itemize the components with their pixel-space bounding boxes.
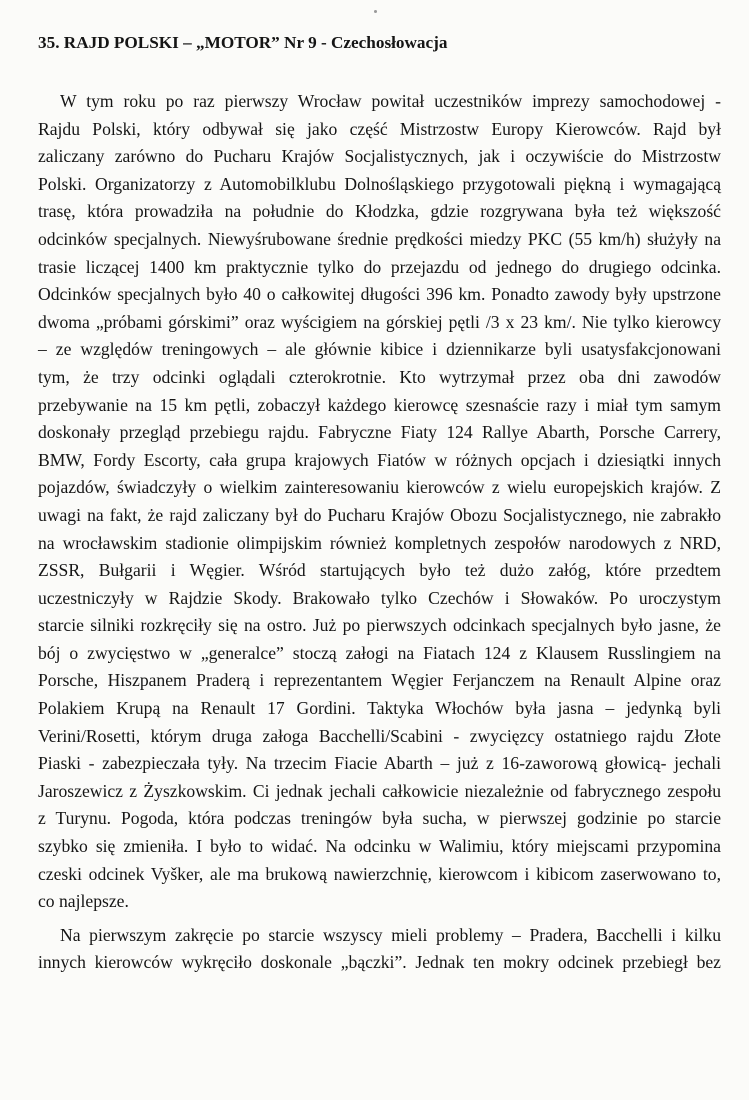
text-line: Verini/Rosetti, którym druga załoga Bacchelli/Scabini - zwycięzcy ostatniego rajdu Złote: [38, 725, 721, 746]
text-line: co najlepsze.: [38, 891, 129, 912]
text-line: dwoma „próbami górskimi” oraz wyścigiem na górskiej pętli /3 x 23 km/. Nie tylko kierowcy: [38, 311, 721, 332]
text-line: czeski odcinek Vyšker, ale ma brukową nawierzchnię, kierowcom i kibicom zaserwowano to,: [38, 863, 721, 884]
text-line: Odcinków specjalnych było 40 o całkowitej długości 396 km. Ponadto zawody były upstrzone: [38, 284, 721, 305]
text-line: Jaroszewicz z Żyszkowskim. Ci jednak jechali całkowicie niezależnie od fabrycznego zespołu: [38, 780, 721, 801]
text-line: ZSSR, Bułgarii i Węgier. Wśród startujących było też dużo załóg, które przedtem: [38, 560, 721, 581]
text-line: Polakiem Krupą na Renault 17 Gordini. Taktyka Włochów była jasna – jedynką byli: [38, 698, 721, 719]
text-line: Rajdu Polski, który odbywał się jako część Mistrzostw Europy Kierowców. Rajd był: [38, 118, 721, 139]
text-line: doskonały przegląd przebiegu rajdu. Fabryczne Fiaty 124 Rallye Abarth, Porsche Carrery,: [38, 422, 721, 443]
text-line: trasę, która prowadziła na południe do Kłodzka, gdzie rozgrywana była też większość: [38, 201, 721, 222]
paragraph-1: [38, 88, 721, 916]
text-line: BMW, Fordy Escorty, cała grupa krajowych Fiatów w różnych opcjach i dziesiątki innych: [38, 449, 721, 470]
text-line: bój o zwycięstwo w „generalce” stoczą załogi na Fiatach 124 z Klausem Russlingiem na: [38, 642, 721, 663]
text-line: Polski. Organizatorzy z Automobilklubu Dolnośląskiego przygotowali piękną i wymagającą: [38, 173, 721, 194]
text-line: Na pierwszym zakręcie po starcie wszyscy mieli problemy – Pradera, Bacchelli i kilku: [60, 924, 721, 945]
text-line: uczestniczyły w Rajdzie Skody. Brakowało tylko Czechów i Słowaków. Po uroczystym: [38, 587, 721, 608]
text-line: – ze względów treningowych – ale głównie kibice i dziennikarze byli usatysfakcjonowani: [38, 339, 721, 360]
scan-speck: [374, 10, 377, 13]
text-line: uwagi na fakt, że rajd zaliczany był do Pucharu Krajów Obozu Socjalistycznego, nie zabrakło: [38, 504, 721, 525]
text-line: innych kierowców wykręciło doskonale „bączki”. Jednak ten mokry odcinek przebiegł bez: [38, 952, 721, 973]
text-line: trasie liczącej 1400 km praktycznie tylko do przejazdu od jednego do drugiego odcinka.: [38, 256, 721, 277]
text-line: Piaski - zabezpieczała tyły. Na trzecim Fiacie Abarth – już z 16-zaworową głowicą- jechali: [38, 753, 721, 774]
text-line: tym, że trzy odcinki oglądali czterokrotnie. Kto wytrzymał przez oba dni zawodów: [38, 366, 721, 387]
text-line: Porsche, Hiszpanem Praderą i reprezentantem Węgier Ferjanczem na Renault Alpine oraz: [38, 670, 721, 691]
text-line: szybko się zmieniła. I było to widać. Na odcinku w Walimiu, który miejscami przypomina: [38, 836, 721, 857]
text-line: odcinków specjalnych. Niewyśrubowane średnie prędkości miedzy PKC (55 km/h) służyły na: [38, 228, 721, 249]
text-line: W tym roku po raz pierwszy Wrocław powitał uczestników imprezy samochodowej -: [60, 91, 721, 111]
text-line: starcie silniki rozkręciły się na ostro. Już po pierwszych odcinkach specjalnych było jasne, że: [38, 615, 721, 636]
article-heading: 35. RAJD POLSKI – „MOTOR” Nr 9 - Czechosłowacja: [38, 33, 448, 52]
text-line: pojazdów, świadczyły o wielkim zainteresowaniu kierowców z wielu europejskich krajów. Z: [38, 477, 721, 498]
text-line: z Turynu. Pogoda, która podczas treningów była sucha, w pierwszej godzinie po starcie: [38, 808, 721, 829]
text-line: przebywanie na 15 km pętli, zobaczył każdego kierowcę szesnaście razy i miał tym samym: [38, 394, 721, 415]
text-line: na wrocławskim stadionie olimpijskim również kompletnych zespołów narodowych z NRD,: [38, 532, 721, 553]
paragraph-2: [38, 922, 721, 977]
text-line: zaliczany zarówno do Pucharu Krajów Socjalistycznych, jak i oczywiście do Mistrzostw: [38, 146, 721, 167]
